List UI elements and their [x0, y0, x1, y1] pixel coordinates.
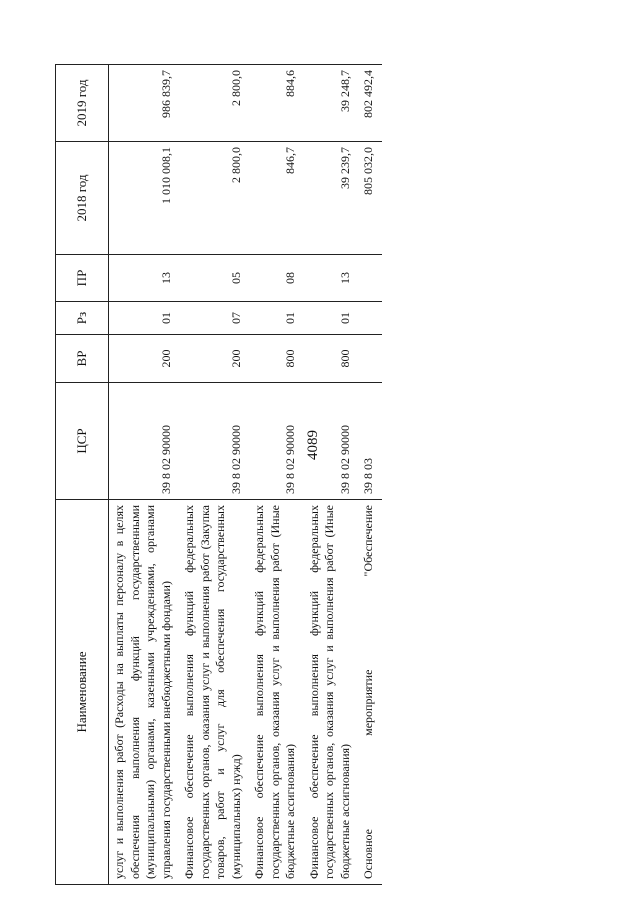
- row-rz: 07: [179, 302, 249, 335]
- budget-table: [55, 64, 382, 885]
- row-2019: 802 492,4: [358, 65, 382, 142]
- table-row: [109, 65, 180, 885]
- row-pr: 13: [109, 255, 180, 302]
- row-csr: 39 8 03: [358, 383, 382, 500]
- row-vr: 200: [109, 335, 180, 383]
- row-name: Финансовое обеспечение выполнения функций федеральных государственных органов, оказания услуг и выполнения работ (Иные бюджетные ассигнования): [304, 500, 359, 885]
- row-pr: [358, 255, 382, 302]
- table-header-row: [56, 65, 109, 885]
- row-2018: 846,7: [249, 142, 304, 255]
- header-2018: 2018 год: [56, 142, 109, 255]
- row-pr: 13: [304, 255, 359, 302]
- row-pr: 05: [179, 255, 249, 302]
- row-vr: 800: [304, 335, 359, 383]
- budget-table-container: [55, 65, 615, 885]
- header-csr: ЦСР: [56, 383, 109, 500]
- row-2019: 39 248,7: [304, 65, 359, 142]
- row-name: Финансовое обеспечение выполнения функций федеральных государственных органов, оказания услуг и выполнения работ (Иные бюджетные ассигнования): [249, 500, 304, 885]
- row-rz: [358, 302, 382, 335]
- row-vr: 200: [179, 335, 249, 383]
- header-2019: 2019 год: [56, 65, 109, 142]
- row-csr: 39 8 02 90000: [109, 383, 180, 500]
- rotated-page: [55, 65, 615, 885]
- row-vr: 800: [249, 335, 304, 383]
- row-name-part: мероприятие: [361, 669, 375, 736]
- row-name-part: "Обеспечение: [361, 505, 375, 577]
- row-name: услуг и выполнения работ (Расходы на выплаты персоналу в целях обеспечения выполнения функций государственными (муниципальными) органами, казенными учреждениями, органами управления государственными внебюджетными фондами): [109, 500, 180, 885]
- row-name-part: Основное: [361, 829, 375, 879]
- row-2019: 884,6: [249, 65, 304, 142]
- row-2019: 986 839,7: [109, 65, 180, 142]
- table-row: [304, 65, 359, 885]
- row-2018: 805 032,0: [358, 142, 382, 255]
- row-2019: 2 800,0: [179, 65, 249, 142]
- row-name: Финансовое обеспечение выполнения функций федеральных государственных органов, оказания услуг и выполнения работ (Закупка товаров, работ и услуг для обеспечения государственных (муниципальных) нужд): [179, 500, 249, 885]
- row-2018: 2 800,0: [179, 142, 249, 255]
- row-2018: 1 010 008,1: [109, 142, 180, 255]
- header-name: Наименование: [56, 500, 109, 885]
- row-csr: 39 8 02 90000: [249, 383, 304, 500]
- row-name: [358, 500, 382, 885]
- table-row: [179, 65, 249, 885]
- row-vr: [358, 335, 382, 383]
- row-pr: 08: [249, 255, 304, 302]
- row-2018: 39 239,7: [304, 142, 359, 255]
- header-rz: Рз: [56, 302, 109, 335]
- table-row: [249, 65, 304, 885]
- header-vr: ВР: [56, 335, 109, 383]
- table-row: [358, 65, 382, 885]
- header-pr: ПР: [56, 255, 109, 302]
- row-csr: 39 8 02 90000: [179, 383, 249, 500]
- page-number: 4089: [305, 430, 321, 460]
- row-rz: 01: [304, 302, 359, 335]
- row-csr: 39 8 02 90000: [304, 383, 359, 500]
- row-rz: 01: [109, 302, 180, 335]
- row-rz: 01: [249, 302, 304, 335]
